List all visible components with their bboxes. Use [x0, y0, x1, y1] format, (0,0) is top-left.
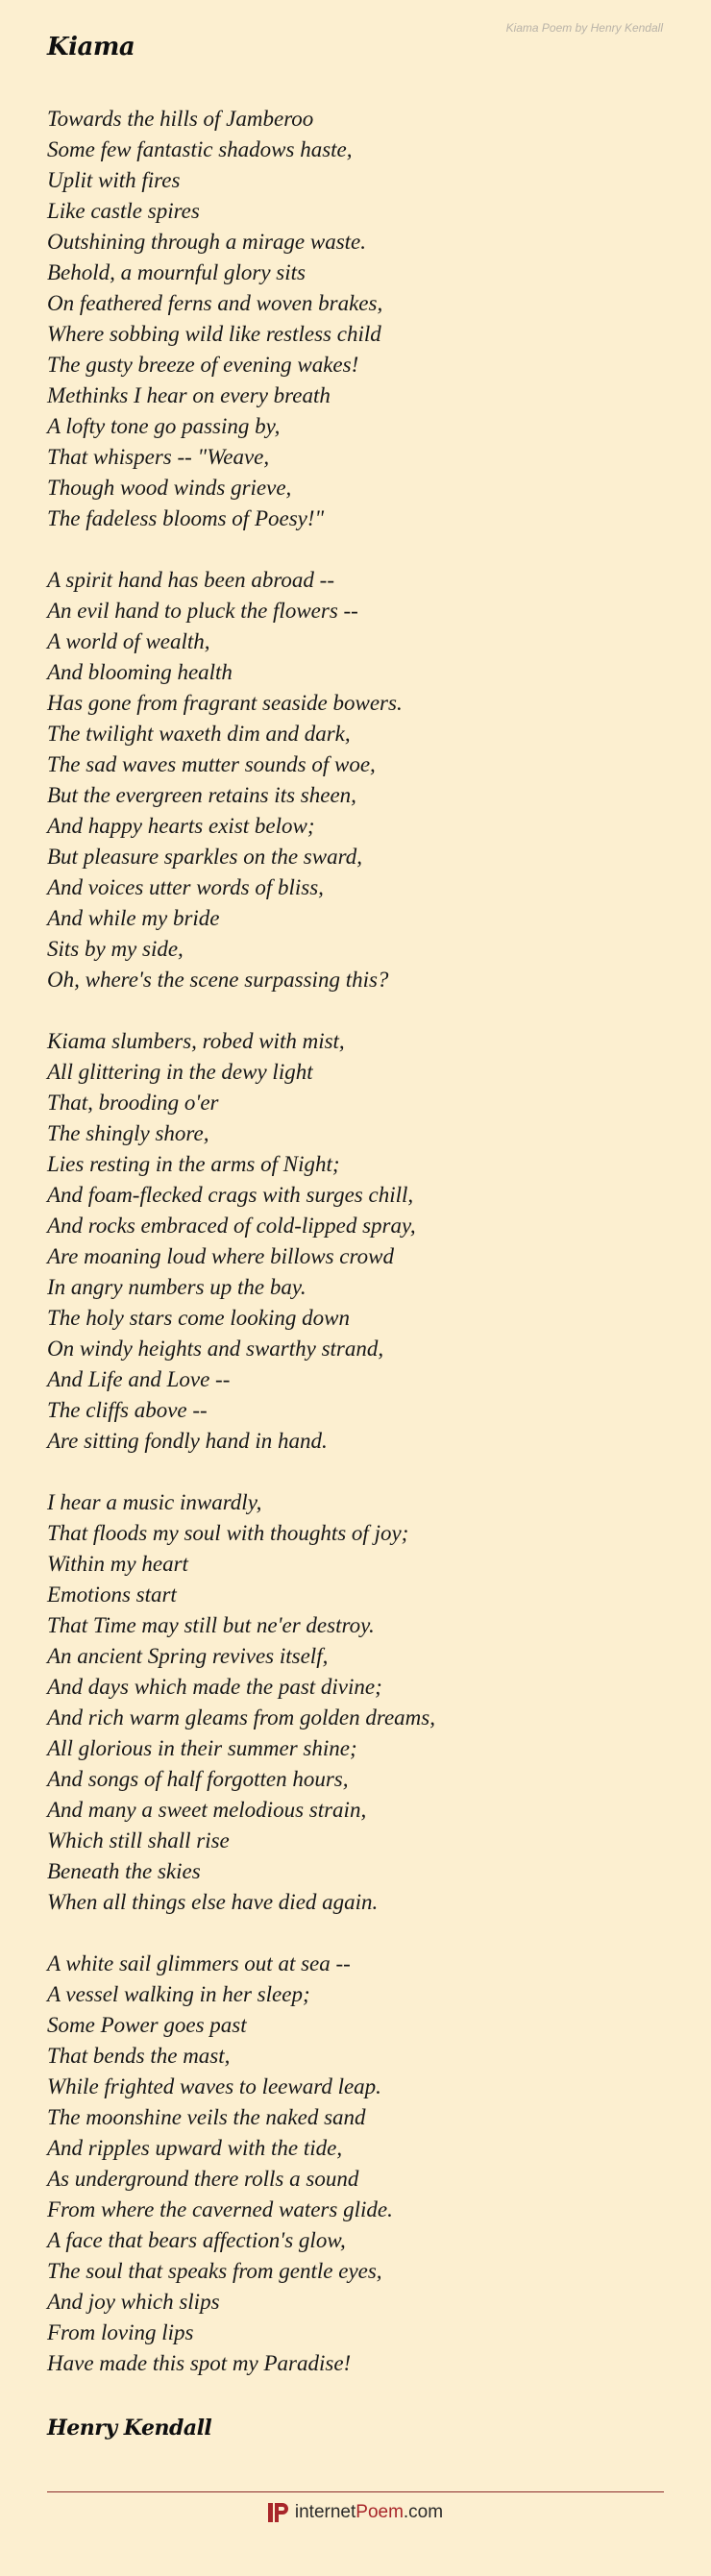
- poem-line: But pleasure sparkles on the sward,: [47, 845, 362, 869]
- poem-line: And songs of half forgotten hours,: [47, 1767, 349, 1791]
- poem-line: Uplit with fires: [47, 168, 181, 192]
- poem-line: When all things else have died again.: [47, 1890, 379, 1914]
- poem-line: An ancient Spring revives itself,: [47, 1644, 329, 1668]
- poem-body: [47, 104, 673, 2410]
- poem-line: I hear a music inwardly,: [47, 1490, 262, 1514]
- poem-line: That floods my soul with thoughts of joy;: [47, 1521, 409, 1545]
- poem-line: The cliffs above --: [47, 1398, 208, 1422]
- poem-line: A white sail glimmers out at sea --: [47, 1951, 351, 1975]
- poem-line: A lofty tone go passing by,: [47, 414, 281, 438]
- poem-line: The gusty breeze of evening wakes!: [47, 353, 359, 377]
- poem-line: Are moaning loud where billows crowd: [47, 1244, 394, 1268]
- poem-line: And while my bride: [47, 906, 220, 930]
- poem-line: Towards the hills of Jamberoo: [47, 107, 314, 131]
- poem-stanza: [47, 1949, 673, 2379]
- poem-line: Are sitting fondly hand in hand.: [47, 1429, 328, 1453]
- poem-line: Which still shall rise: [47, 1828, 230, 1852]
- poem-line: On windy heights and swarthy strand,: [47, 1337, 384, 1361]
- poem-title: Kiama: [47, 33, 135, 61]
- poem-line: The fadeless blooms of Poesy!": [47, 506, 325, 530]
- poem-line: The holy stars come looking down: [47, 1306, 350, 1330]
- poem-line: Beneath the skies: [47, 1859, 201, 1883]
- poem-line: Kiama slumbers, robed with mist,: [47, 1029, 345, 1053]
- poem-line: The soul that speaks from gentle eyes,: [47, 2259, 382, 2283]
- brand-accent: Poem: [356, 2502, 404, 2522]
- poem-line: And days which made the past divine;: [47, 1675, 382, 1699]
- poem-line: All glittering in the dewy light: [47, 1060, 313, 1084]
- brand-suffix: .com: [403, 2502, 444, 2522]
- poem-author: Henry Kendall: [47, 2416, 212, 2441]
- footer-divider: [47, 2491, 664, 2492]
- poem-line: And rich warm gleams from golden dreams,: [47, 1705, 435, 1730]
- site-brand-link[interactable]: [0, 2500, 711, 2525]
- site-brand-name: [295, 2502, 443, 2523]
- poem-line: And foam-flecked crags with surges chill,: [47, 1183, 414, 1207]
- poem-line: From where the caverned waters glide.: [47, 2197, 393, 2221]
- poem-line: An evil hand to pluck the flowers --: [47, 599, 358, 623]
- poem-line: In angry numbers up the bay.: [47, 1275, 306, 1299]
- poem-line: From loving lips: [47, 2320, 194, 2344]
- poem-stanza: [47, 1026, 673, 1457]
- poem-line: That Time may still but ne'er destroy.: [47, 1613, 375, 1637]
- poem-line: The sad waves mutter sounds of woe,: [47, 752, 376, 776]
- poem-line: Some few fantastic shadows haste,: [47, 137, 353, 161]
- poem-line: The shingly shore,: [47, 1121, 209, 1145]
- poem-line: The moonshine veils the naked sand: [47, 2105, 366, 2129]
- poem-stanza: [47, 1487, 673, 1918]
- poem-line: Have made this spot my Paradise!: [47, 2351, 352, 2375]
- poem-line: And Life and Love --: [47, 1367, 231, 1391]
- poem-line: Lies resting in the arms of Night;: [47, 1152, 340, 1176]
- poem-line: Though wood winds grieve,: [47, 476, 292, 500]
- poem-stanza: [47, 104, 673, 534]
- poem-line: While frighted waves to leeward leap.: [47, 2074, 381, 2098]
- brand-prefix: internet: [294, 2502, 356, 2522]
- poem-line: That whispers -- "Weave,: [47, 445, 270, 469]
- poem-line: Has gone from fragrant seaside bowers.: [47, 691, 403, 715]
- poem-line: All glorious in their summer shine;: [47, 1736, 357, 1760]
- poem-line: Some Power goes past: [47, 2013, 247, 2037]
- poem-line: And many a sweet melodious strain,: [47, 1798, 367, 1822]
- poem-line: And voices utter words of bliss,: [47, 875, 324, 899]
- poem-line: That bends the mast,: [47, 2044, 231, 2068]
- poem-line: And ripples upward with the tide,: [47, 2136, 343, 2160]
- poem-line: And happy hearts exist below;: [47, 814, 315, 838]
- poem-line: As underground there rolls a sound: [47, 2167, 359, 2191]
- poem-line: Methinks I hear on every breath: [47, 383, 331, 407]
- poem-line: A face that bears affection's glow,: [47, 2228, 346, 2252]
- poem-line: Outshining through a mirage waste.: [47, 230, 367, 254]
- poem-line: On feathered ferns and woven brakes,: [47, 291, 383, 315]
- poem-line: A vessel walking in her sleep;: [47, 1982, 310, 2006]
- poem-line: Where sobbing wild like restless child: [47, 322, 381, 346]
- poem-line: A world of wealth,: [47, 629, 210, 653]
- poem-line: Behold, a mournful glory sits: [47, 260, 306, 284]
- poem-line: And blooming health: [47, 660, 233, 684]
- poem-line: Within my heart: [47, 1552, 188, 1576]
- poem-line: Sits by my side,: [47, 937, 184, 961]
- ip-logo-icon: [268, 2500, 289, 2525]
- poem-line: A spirit hand has been abroad --: [47, 568, 334, 592]
- poem-line: That, brooding o'er: [47, 1091, 219, 1115]
- poem-line: And joy which slips: [47, 2290, 220, 2314]
- poem-line: And rocks embraced of cold-lipped spray,: [47, 1214, 416, 1238]
- poem-line: Oh, where's the scene surpassing this?: [47, 968, 389, 992]
- poem-line: Like castle spires: [47, 199, 200, 223]
- poem-line: But the evergreen retains its sheen,: [47, 783, 356, 807]
- poem-stanza: [47, 565, 673, 995]
- poem-line: Emotions start: [47, 1582, 177, 1607]
- poem-attribution: Kiama Poem by Henry Kendall: [505, 21, 663, 35]
- poem-line: The twilight waxeth dim and dark,: [47, 722, 351, 746]
